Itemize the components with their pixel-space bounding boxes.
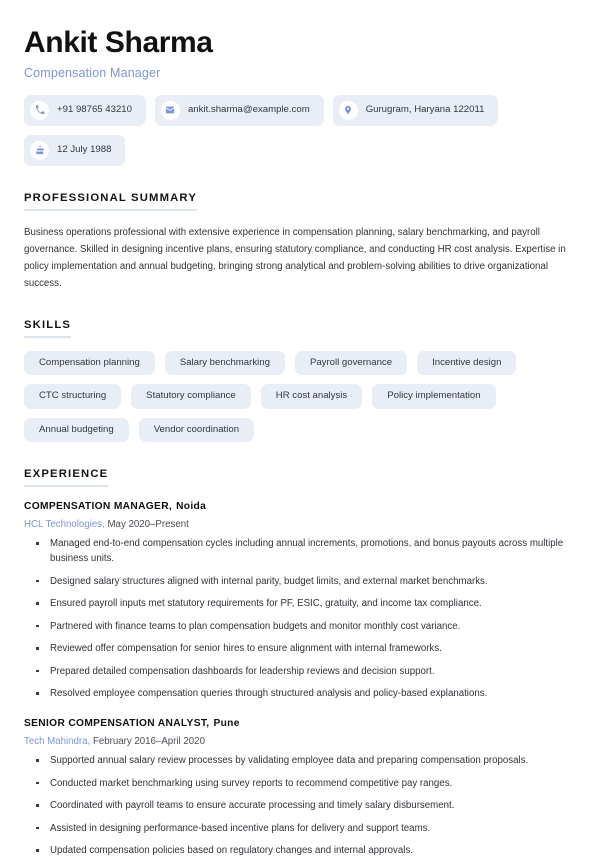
experience-entry <box>24 500 588 701</box>
contact-chip-row <box>24 95 588 166</box>
experience-bullet: Conducted market benchmarking using survey reports to recommend competitive pay ranges. <box>50 776 570 791</box>
experience-bullet: Coordinated with payroll teams to ensure accurate processing and timely salary disbursement. <box>50 798 570 813</box>
contact-chip[interactable] <box>333 95 499 126</box>
candidate-job-title: Compensation Manager <box>24 65 161 80</box>
experience-meta <box>24 518 588 532</box>
experience-bullet: Prepared detailed compensation dashboards for leadership reviews and decision support. <box>50 664 570 679</box>
skill-chip[interactable]: Policy implementation <box>372 384 495 409</box>
experience-dates: February 2016–April 2020 <box>92 735 205 747</box>
section-heading-summary: PROFESSIONAL SUMMARY <box>24 192 197 211</box>
experience-company: Tech Mahindra, <box>24 735 91 747</box>
section-title-wrap <box>24 464 588 487</box>
candidate-name: Ankit Sharma <box>24 26 213 59</box>
summary-paragraph: Business operations professional with extensive experience in compensation planning, salary benchmarking, and payroll governance. Skilled in designing incentive plans, ensuring statutory compliance, and conducting HR cost analysis. Expertise in policy implementation and annual budgeting, bringing strong analytical and problem-solving abilities to drive organizational success. <box>24 226 566 290</box>
experience-dates: May 2020–Present <box>107 518 189 530</box>
section-skills <box>24 315 588 443</box>
skill-chip[interactable]: Annual budgeting <box>24 418 129 443</box>
section-heading-skills: SKILLS <box>24 319 71 338</box>
section-title-wrap <box>24 315 588 338</box>
contact-value: ankit.sharma@example.com <box>187 104 310 116</box>
email-icon <box>161 101 180 120</box>
skill-chip[interactable]: Incentive design <box>417 351 516 376</box>
summary-body <box>24 224 588 293</box>
experience-bullet: Assisted in designing performance-based incentive plans for delivery and support teams. <box>50 821 570 836</box>
experience-bullet: Updated compensation policies based on regulatory changes and internal approvals. <box>50 843 570 858</box>
experience-role: COMPENSATION MANAGER, <box>24 501 173 513</box>
experience-meta <box>24 735 588 749</box>
skill-chip[interactable]: Statutory compliance <box>131 384 251 409</box>
skill-chip[interactable]: Compensation planning <box>24 351 155 376</box>
skill-chip[interactable]: Vendor coordination <box>139 418 254 443</box>
experience-body <box>24 500 588 858</box>
skill-chip[interactable]: Payroll governance <box>295 351 407 376</box>
contact-chip[interactable] <box>24 135 125 166</box>
section-heading-experience: EXPERIENCE <box>24 468 108 487</box>
resume-header <box>24 26 588 166</box>
experience-bullet: Resolved employee compensation queries through structured analysis and policy-based explanations. <box>50 686 570 701</box>
experience-company: HCL Technologies, <box>24 518 105 530</box>
skill-chip[interactable]: Salary benchmarking <box>165 351 285 376</box>
skills-chip-list <box>24 351 588 443</box>
section-title-wrap <box>24 188 588 211</box>
birthday-cake-icon <box>30 141 49 160</box>
experience-bullet-list <box>24 753 588 858</box>
experience-entry <box>24 717 588 858</box>
experience-bullet: Managed end-to-end compensation cycles including annual increments, promotions, and bonus payouts across multiple business units. <box>50 536 570 566</box>
location-pin-icon <box>339 101 358 120</box>
experience-bullet: Reviewed offer compensation for senior hires to ensure alignment with internal frameworks. <box>50 641 570 656</box>
contact-chip[interactable] <box>155 95 324 126</box>
experience-location: Noida <box>176 501 207 513</box>
experience-location: Pune <box>213 718 240 730</box>
contact-value: 12 July 1988 <box>57 144 112 156</box>
contact-value: Gurugram, Haryana 122011 <box>365 104 485 116</box>
section-experience <box>24 464 588 858</box>
experience-role-heading <box>24 500 588 513</box>
contact-value: +91 98765 43210 <box>57 104 132 116</box>
experience-bullet-list <box>24 536 588 701</box>
experience-bullet: Designed salary structures aligned with internal parity, budget limits, and external market benchmarks. <box>50 574 570 589</box>
experience-bullet: Ensured payroll inputs met statutory requirements for PF, ESIC, gratuity, and income tax compliance. <box>50 596 570 611</box>
experience-bullet: Supported annual salary review processes by validating employee data and preparing compensation proposals. <box>50 753 570 768</box>
skill-chip[interactable]: HR cost analysis <box>261 384 362 409</box>
experience-role-heading <box>24 717 588 730</box>
experience-role: SENIOR COMPENSATION ANALYST, <box>24 718 210 730</box>
section-professional-summary <box>24 188 588 293</box>
skills-body <box>24 351 588 443</box>
experience-bullet: Partnered with finance teams to plan compensation budgets and monitor monthly cost variance. <box>50 619 570 634</box>
phone-icon <box>30 101 49 120</box>
contact-chip[interactable] <box>24 95 146 126</box>
skill-chip[interactable]: CTC structuring <box>24 384 121 409</box>
